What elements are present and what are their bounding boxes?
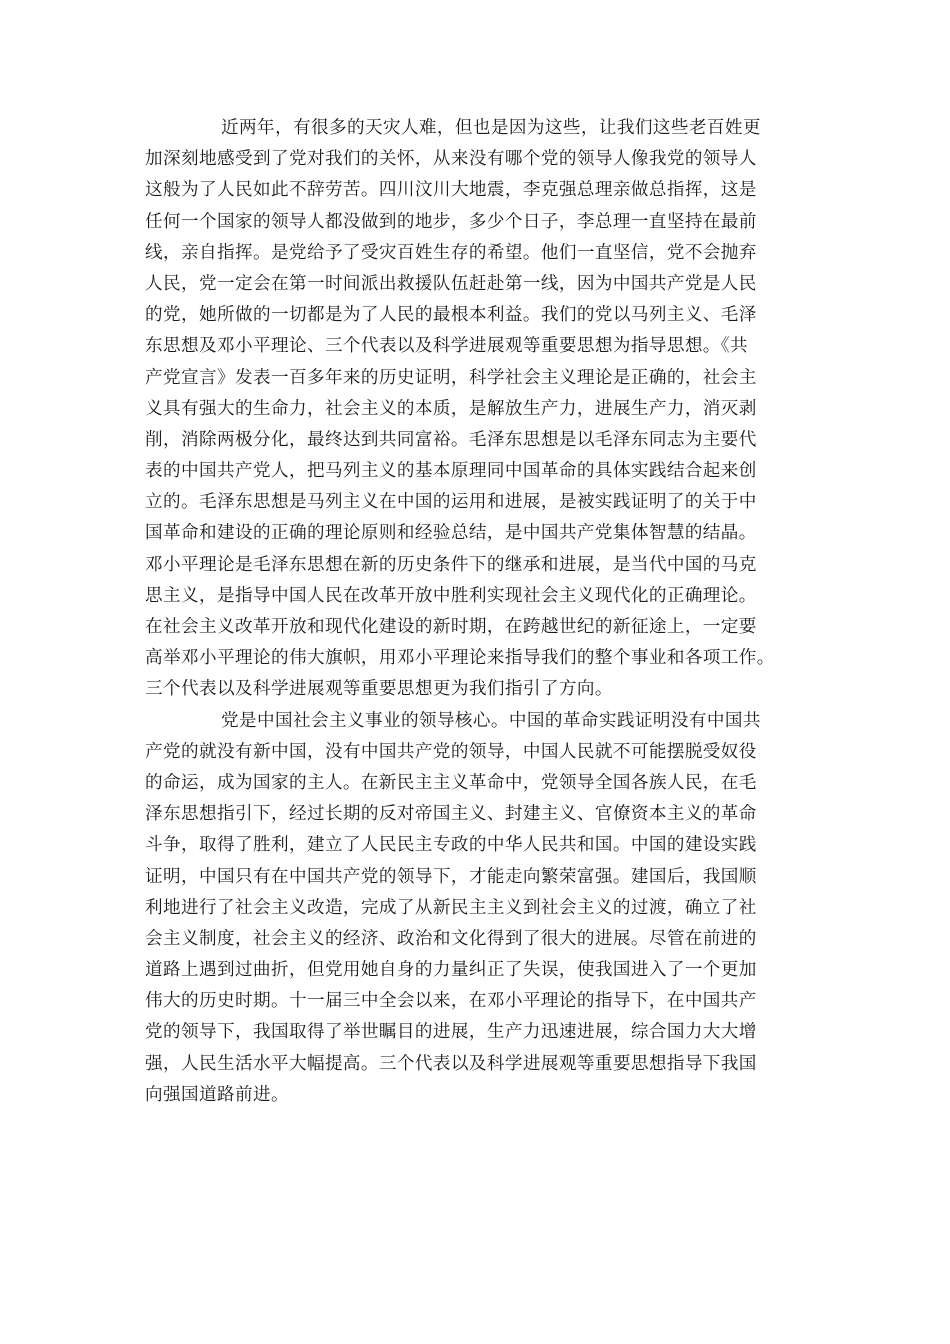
paragraph-line: 强，人民生活水平大幅提高。三个代表以及科学进展观等重要思想指导下我国 — [145, 1053, 757, 1074]
paragraph-1 — [145, 113, 805, 706]
paragraph-line: 东思想及邓小平理论、三个代表以及科学进展观等重要思想为指导思想。《共 — [145, 336, 748, 357]
paragraph-line: 在社会主义改革开放和现代化建设的新时期，在跨越世纪的新征途上，一定要 — [145, 617, 757, 637]
paragraph-line: 党的领导下，我国取得了举世瞩目的进展，生产力迅速进展，综合国力大大增 — [145, 1022, 757, 1043]
paragraph-line: 三个代表以及科学进展观等重要思想更为我们指引了方向。 — [145, 679, 613, 700]
paragraph-line: 任何一个国家的领导人都没做到的地步，多少个日子，李总理一直坚持在最前 — [145, 211, 757, 232]
paragraph-line: 高举邓小平理论的伟大旗帜，用邓小平理论来指导我们的整个事业和各项工作。 — [145, 648, 775, 669]
paragraph-line: 伟大的历史时期。十一届三中全会以来，在邓小平理论的指导下，在中国共产 — [145, 991, 757, 1012]
paragraph-line: 国革命和建设的正确的理论原则和经验总结，是中国共产党集体智慧的结晶。 — [145, 523, 757, 544]
paragraph-line: 人民，党一定会在第一时间派出救援队伍赶赴第一线，因为中国共产党是人民 — [145, 273, 757, 294]
paragraph-line: 产党宣言》发表一百多年来的历史证明，科学社会主义理论是正确的，社会主 — [145, 367, 757, 388]
paragraph-line: 道路上遇到过曲折，但党用她自身的力量纠正了失误，使我国进入了一个更加 — [145, 960, 757, 981]
paragraph-line: 产党的就没有新中国，没有中国共产党的领导，中国人民就不可能摆脱受奴役 — [145, 741, 757, 762]
document-body — [145, 113, 805, 1111]
paragraph-line: 利地进行了社会主义改造，完成了从新民主主义到社会主义的过渡，确立了社 — [145, 897, 757, 918]
paragraph-line: 立的。毛泽东思想是马列主义在中国的运用和进展，是被实践证明了的关于中 — [145, 492, 757, 513]
paragraph-line: 思主义，是指导中国人民在改革开放中胜利实现社会主义现代化的正确理论。 — [145, 585, 757, 606]
paragraph-line: 这般为了人民如此不辞劳苦。四川汶川大地震，李克强总理亲做总指挥，这是 — [145, 180, 757, 201]
paragraph-2 — [145, 706, 805, 1111]
paragraph-line: 斗争，取得了胜利，建立了人民民主专政的中华人民共和国。中国的建设实践 — [145, 835, 757, 856]
paragraph-line: 义具有强大的生命力，社会主义的本质，是解放生产力，进展生产力，消灭剥 — [145, 398, 757, 419]
paragraph-line: 近两年，有很多的天灾人难，但也是因为这些，让我们这些老百姓更 — [221, 118, 761, 138]
paragraph-line: 邓小平理论是毛泽东思想在新的历史条件下的继承和进展，是当代中国的马克 — [145, 554, 757, 575]
paragraph-line: 会主义制度，社会主义的经济、政治和文化得到了很大的进展。尽管在前进的 — [145, 928, 757, 949]
paragraph-line: 的命运，成为国家的主人。在新民主主义革命中，党领导全国各族人民，在毛 — [145, 772, 757, 793]
paragraph-line: 证明，中国只有在中国共产党的领导下，才能走向繁荣富强。建国后，我国顺 — [145, 866, 757, 887]
paragraph-line: 表的中国共产党人，把马列主义的基本原理同中国革命的具体实践结合起来创 — [145, 461, 757, 482]
paragraph-line: 向强国道路前进。 — [145, 1084, 289, 1105]
paragraph-line: 线，亲自指挥。是党给予了受灾百姓生存的希望。他们一直坚信，党不会抛弃 — [145, 242, 757, 263]
paragraph-line: 的党，她所做的一切都是为了人民的最根本利益。我们的党以马列主义、毛泽 — [145, 305, 757, 326]
paragraph-line: 泽东思想指引下，经过长期的反对帝国主义、封建主义、官僚资本主义的革命 — [145, 804, 757, 825]
paragraph-line: 削，消除两极分化，最终达到共同富裕。毛泽东思想是以毛泽东同志为主要代 — [145, 429, 757, 450]
paragraph-line: 加深刻地感受到了党对我们的关怀，从来没有哪个党的领导人像我党的领导人 — [145, 149, 757, 170]
paragraph-line: 党是中国社会主义事业的领导核心。中国的革命实践证明没有中国共 — [221, 710, 761, 731]
